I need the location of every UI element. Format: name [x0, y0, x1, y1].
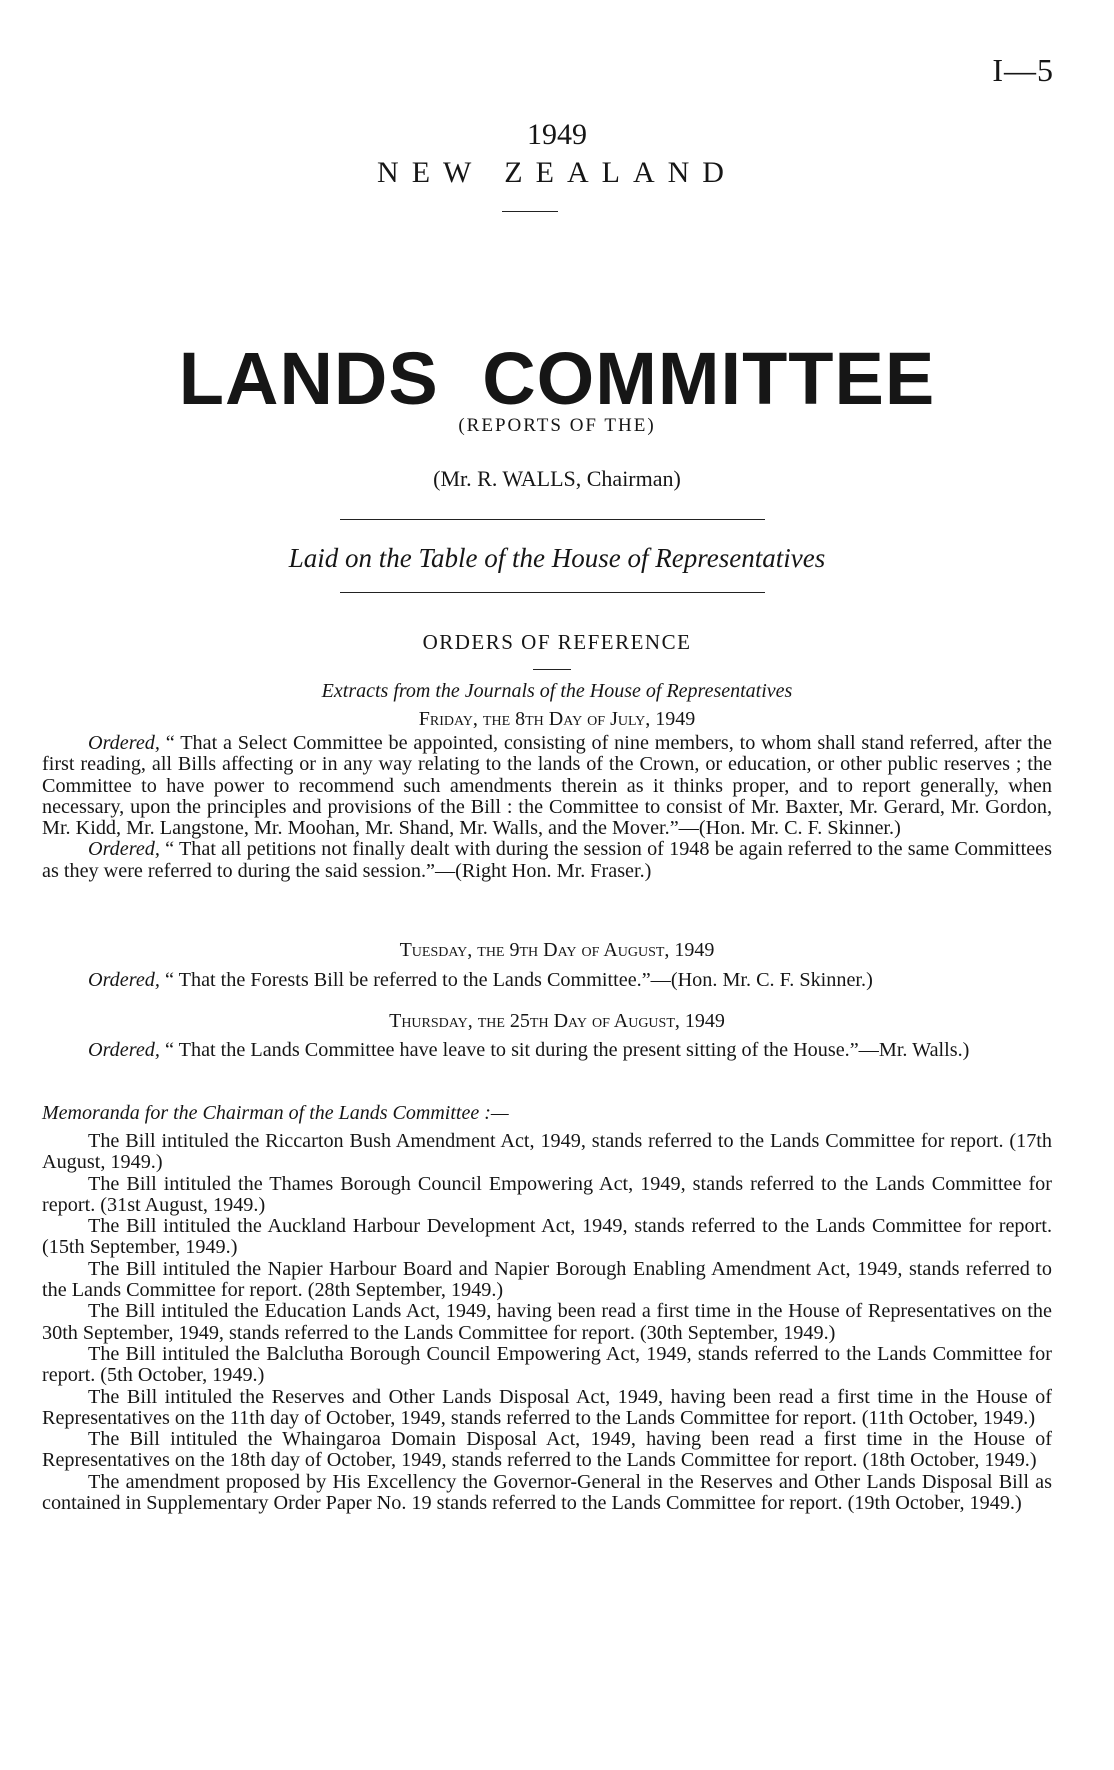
divider [502, 211, 558, 212]
document-subtitle: (REPORTS OF THE) [458, 415, 656, 436]
memoranda-heading: Memoranda for the Chairman of the Lands Committee :— [42, 1102, 509, 1124]
order-entry [42, 970, 1052, 991]
orders-heading: ORDERS OF REFERENCE [422, 630, 692, 654]
divider [340, 519, 765, 520]
memo-item: The Bill intituled the Riccarton Bush Amendment Act, 1949, stands referred to the Lands Committee for report. (17th August, 1949.) [42, 1130, 1052, 1174]
memo-item: The amendment proposed by His Excellency the Governor-General in the Reserves and Other Lands Disposal Bill as contained in Supplementary Order Paper No. 19 stands referred to the Lands Committee for report. (19th October, 1949.) [42, 1470, 1052, 1515]
divider [533, 669, 571, 670]
memo-item: The Bill intituled the Whaingaroa Domain Disposal Act, 1949, having been read a first time in the House of Representatives on the 18th day of October, 1949, stands referred to the Lands Committee for report. (18th October, 1949.) [42, 1428, 1052, 1472]
order-entry [42, 733, 1052, 839]
memo-item: The Bill intituled the Education Lands Act, 1949, having been read a first time in the House of Representatives on the 30th September, 1949, stands referred to the Lands Committee for report. (30th September, 1949.) [42, 1300, 1052, 1344]
order-entries [42, 1040, 1052, 1061]
order-entries [42, 970, 1052, 991]
order-text: “ That all petitions not finally dealt with during the session of 1948 be again referred to the same Committees as they were referred to during the said session.”—(Right Hon. Mr. Fraser.) [42, 838, 1052, 882]
order-label: Ordered, [88, 838, 160, 861]
country-heading: NEW ZEALAND [377, 156, 737, 189]
extracts-line: Extracts from the Journals of the House of Representatives [321, 680, 793, 702]
order-label: Ordered, [88, 969, 160, 991]
order-entry [42, 1040, 1052, 1061]
divider [340, 592, 765, 593]
page-reference: I—5 [992, 52, 1054, 88]
section-date: Thursday, the 25th Day of August, 1949 [389, 1010, 725, 1032]
memo-item: The Bill intituled the Auckland Harbour Development Act, 1949, stands referred to the Lands Committee for report. (15th September, 1949.) [42, 1215, 1052, 1259]
order-label: Ordered, [88, 732, 160, 754]
order-text: “ That the Forests Bill be referred to the Lands Committee.”—(Hon. Mr. C. F. Skinner.) [165, 969, 873, 991]
publication-year: 1949 [527, 118, 587, 151]
order-label: Ordered, [88, 1039, 160, 1061]
order-text: “ That a Select Committee be appointed, consisting of nine members, to whom shall stand referred, after the first reading, all Bills affecting or in any way relating to the lands of the Crown, or education, or other public reserves ; the Committee to have power to recommend such amendments therein as it thinks proper, and to report generally, when necessary, upon the principles and provisions of the Bill : the Committee to consist of Mr. Baxter, Mr. Gerard, Mr. Gordon, Mr. Kidd, Mr. Langstone, Mr. Moohan, Mr. Shand, Mr. Walls, and the Mover.”—(Hon. Mr. C. F. Skinner.) [42, 732, 1052, 840]
order-text: “ That the Lands Committee have leave to sit during the present sitting of the House.”—Mr. Walls.) [165, 1039, 970, 1061]
memo-item: The Bill intituled the Thames Borough Council Empowering Act, 1949, stands referred to the Lands Committee for report. (31st August, 1949.) [42, 1172, 1052, 1216]
laid-on-table-line: Laid on the Table of the House of Representatives [288, 543, 826, 573]
document-title: LANDS COMMITTEE [178, 337, 936, 420]
chairman-line: (Mr. R. WALLS, Chairman) [433, 466, 681, 491]
section-date: Friday, the 8th Day of July, 1949 [418, 708, 696, 730]
memo-item: The Bill intituled the Napier Harbour Board and Napier Borough Enabling Amendment Act, 1949, stands referred to the Lands Committee for report. (28th September, 1949.) [42, 1257, 1052, 1302]
memo-item: The Bill intituled the Balclutha Borough Council Empowering Act, 1949, stands referred to the Lands Committee for report. (5th October, 1949.) [42, 1342, 1052, 1387]
section-date: Tuesday, the 9th Day of August, 1949 [399, 939, 715, 961]
order-entry [42, 839, 1052, 882]
memo-item: The Bill intituled the Reserves and Other Lands Disposal Act, 1949, having been read a first time in the House of Representatives on the 11th day of October, 1949, stands referred to the Lands Committee for report. (11th October, 1949.) [42, 1385, 1052, 1429]
order-entries [42, 733, 1052, 882]
memoranda-list [42, 1131, 1052, 1514]
